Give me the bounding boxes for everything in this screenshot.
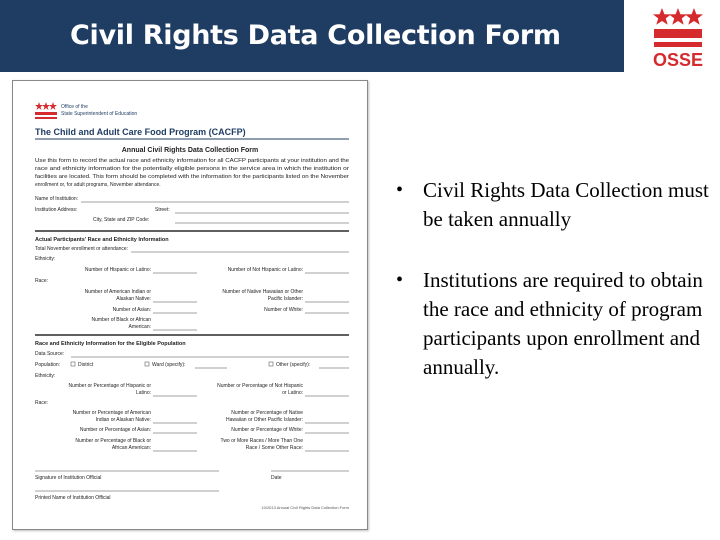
slide-title: Civil Rights Data Collection Form: [70, 20, 561, 51]
bullet-item: • Institutions are required to obtain the race and ethnicity of program participants upon enrollment and annually.: [392, 266, 712, 382]
pct-hispanic-label-1: Number or Percentage of Hispanic or: [68, 383, 151, 389]
pct-am-indian-label-1: Number or Percentage of American: [72, 410, 151, 416]
ethnicity2-label: Ethnicity:: [35, 373, 56, 379]
race-label: Race:: [35, 278, 49, 284]
black-label-1: Number of Black or African: [91, 317, 151, 323]
data-source-label: Data Source:: [35, 351, 65, 357]
pct-not-hispanic-label-1: Number or Percentage of Not Hispanic: [217, 383, 303, 389]
name-label: Name of Institution:: [35, 196, 79, 202]
pct-two-races-label-2: Race / Some Other Race:: [245, 445, 303, 451]
am-indian-label-1: Number of American Indian or: [84, 289, 151, 295]
mini-logo-stars: [35, 102, 57, 119]
form-title: Annual Civil Rights Data Collection Form: [121, 147, 259, 154]
district-label: District: [78, 362, 94, 368]
other-checkbox: [269, 362, 273, 366]
logo-bar-1: [654, 29, 702, 38]
population-label: Population:: [35, 362, 61, 368]
pct-two-races-label-1: Two or More Races / More Than One: [220, 438, 303, 444]
logo-star-1: [653, 8, 671, 25]
district-checkbox: [71, 362, 75, 366]
ward-label: Ward (specify):: [152, 362, 186, 368]
city-label: City, State and ZIP Code:: [93, 217, 150, 223]
pct-black-label-2: African American:: [111, 445, 151, 451]
date-label: Date: [271, 475, 282, 481]
header-band: [0, 0, 720, 72]
section1-title: Actual Participants' Race and Ethnicity Information: [35, 237, 169, 243]
bullet-list: [392, 176, 712, 414]
ethnicity-label: Ethnicity:: [35, 256, 56, 262]
ward-checkbox: [145, 362, 149, 366]
mini-agency-line2: State Superintendent of Education: [61, 111, 138, 117]
bullet-item: • Civil Rights Data Collection must be taken annually: [392, 176, 712, 234]
logo-star-2: [669, 8, 687, 25]
logo-bar-2: [654, 42, 702, 47]
intro-line-1: Use this form to record the actual race and ethnicity information for all CACFP participants at your institution and the: [35, 158, 350, 164]
form-footer: 10/2013 Annual Civil Rights Data Collection Form: [261, 505, 349, 510]
total-label: Total November enrollment or attendance:: [35, 246, 129, 252]
intro-line-3: facilities are located. This form should be completed with the information for the participants listed on the November: [35, 174, 350, 180]
intro-line-2: race and ethnicity information for the potentially eligible persons in the service area in which the institution or: [35, 166, 350, 172]
not-hispanic-label: Number of Not Hispanic or Latino:: [227, 267, 303, 273]
section2-title: Race and Ethnicity Information for the Eligible Population: [35, 341, 186, 347]
pct-hawaiian-label-2: Hawaiian or Other Pacific Islander:: [226, 417, 303, 423]
signature-label: Signature of Institution Official: [35, 475, 102, 481]
pct-white-label: Number or Percentage of White:: [231, 427, 303, 433]
printed-name-label: Printed Name of Institution Official: [35, 495, 111, 501]
pct-hispanic-label-2: Latino:: [135, 390, 151, 396]
form-thumbnail: [12, 80, 368, 530]
am-indian-label-2: Alaskan Native:: [116, 296, 151, 302]
osse-logo: [640, 6, 712, 68]
program-title: The Child and Adult Care Food Program (CACFP): [35, 127, 246, 137]
intro-line-4: enrollment or, for adult programs, November attendance.: [35, 182, 161, 188]
street-label: Street:: [155, 207, 170, 213]
asian-label: Number of Asian:: [112, 307, 151, 313]
pct-am-indian-label-2: Indian or Alaskan Native:: [95, 417, 151, 423]
other-label: Other (specify):: [276, 362, 311, 368]
address-label: Institution Address:: [35, 207, 78, 213]
black-label-2: American:: [128, 324, 151, 330]
pct-asian-label: Number or Percentage of Asian:: [79, 427, 151, 433]
hawaiian-label-1: Number of Native Hawaiian or Other: [222, 289, 303, 295]
logo-star-3: [685, 8, 703, 25]
white-label: Number of White:: [264, 307, 303, 313]
race2-label: Race:: [35, 400, 49, 406]
hispanic-label: Number of Hispanic or Latino:: [84, 267, 151, 273]
hawaiian-label-2: Pacific Islander:: [267, 296, 303, 302]
mini-agency-line1: Office of the: [61, 104, 88, 110]
pct-hawaiian-label-1: Number or Percentage of Native: [231, 410, 303, 416]
pct-black-label-1: Number or Percentage of Black or: [75, 438, 151, 444]
logo-text: OSSE: [652, 50, 704, 68]
pct-not-hispanic-label-2: or Latino:: [282, 390, 303, 396]
